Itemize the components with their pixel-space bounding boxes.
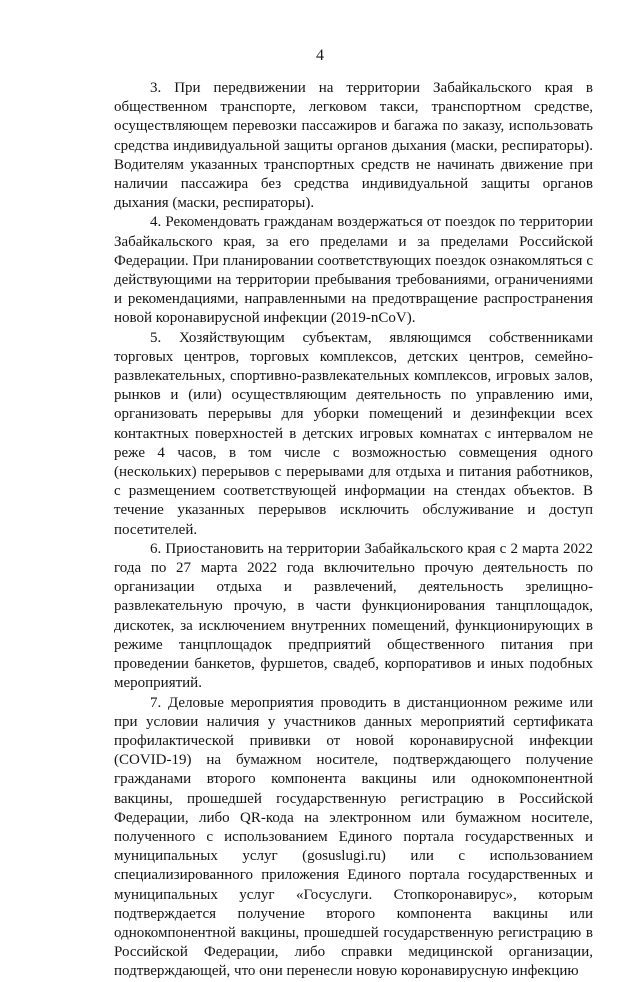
paragraph-6: 6. Приостановить на территории Забайкальского края с 2 марта 2022 года по 27 марта 2022 года включительно прочую деятельность по организации отдыха и развлечений, деятельность зрелищно-развлекательную прочую, в части функционирования танцплощадок, дискотек, за исключением внутренних помещений, функционирующих в режиме танцплощадок предприятий общественного питания при проведении банкетов, фуршетов, свадеб, корпоративов и иных подобных мероприятий. [114, 540, 593, 692]
paragraph-5: 5. Хозяйствующим субъектам, являющимся собственниками торговых центров, торговых комплексов, детских центров, семейно-развлекательных, спортивно-развлекательных комплексов, игровых залов, рынков и (или) осуществляющим деятельность по управлению ими, организовать перерывы для уборки помещений и дезинфекции всех контактных поверхностей в детских игровых комнатах с интервалом не реже 4 часов, в том числе с возможностью совмещения одного (нескольких) перерывов с перерывами для отдыха и питания работников, с размещением соответствующей информации на стендах объектов. В течение указанных перерывов исключить обслуживание и доступ посетителей. [114, 329, 593, 538]
page-number: 4 [316, 47, 324, 64]
document-body [114, 79, 593, 982]
paragraph-4: 4. Рекомендовать гражданам воздержаться от поездок по территории Забайкальского края, за его пределами и за пределами Российской Федерации. При планировании соответствующих поездок ознакомляться с действующими на территории пребывания требованиями, ограничениями и рекомендациями, направленными на предотвращение распространения новой коронавирусной инфекции (2019-nCoV). [114, 214, 593, 327]
paragraph-3: 3. При передвижении на территории Забайкальского края в общественном транспорте, легковом такси, транспортном средстве, осуществляющем перевозки пассажиров и багажа по заказу, использовать средства индивидуальной защиты органов дыхания (маски, респираторы). Водителям указанных транспортных средств не начинать движение при наличии пассажира без средства индивидуальной защиты органов дыхания (маски, респираторы). [114, 80, 593, 212]
paragraph-7: 7. Деловые мероприятия проводить в дистанционном режиме или при условии наличия у участников данных мероприятий сертификата профилактической прививки от новой коронавирусной инфекции (COVID-19) на бумажном носителе, подтверждающего получение гражданами второго компонента вакцины или однокомпонентной вакцины, прошедшей государственную регистрацию в Российской Федерации, либо QR-кода на электронном или бумажном носителе, полученного с использованием Единого портала государственных и муниципальных услуг (gosuslugi.ru) или с использованием специализированного приложения Единого портала государственных и муниципальных услуг «Госуслуги. Стопкоронавирус», которым подтверждается получение второго компонента вакцины или однокомпонентной вакцины, прошедшей государственную регистрацию в Российской Федерации, либо справки медицинской организации, подтверждающей, что они перенесли новую коронавирусную инфекцию [114, 694, 593, 980]
